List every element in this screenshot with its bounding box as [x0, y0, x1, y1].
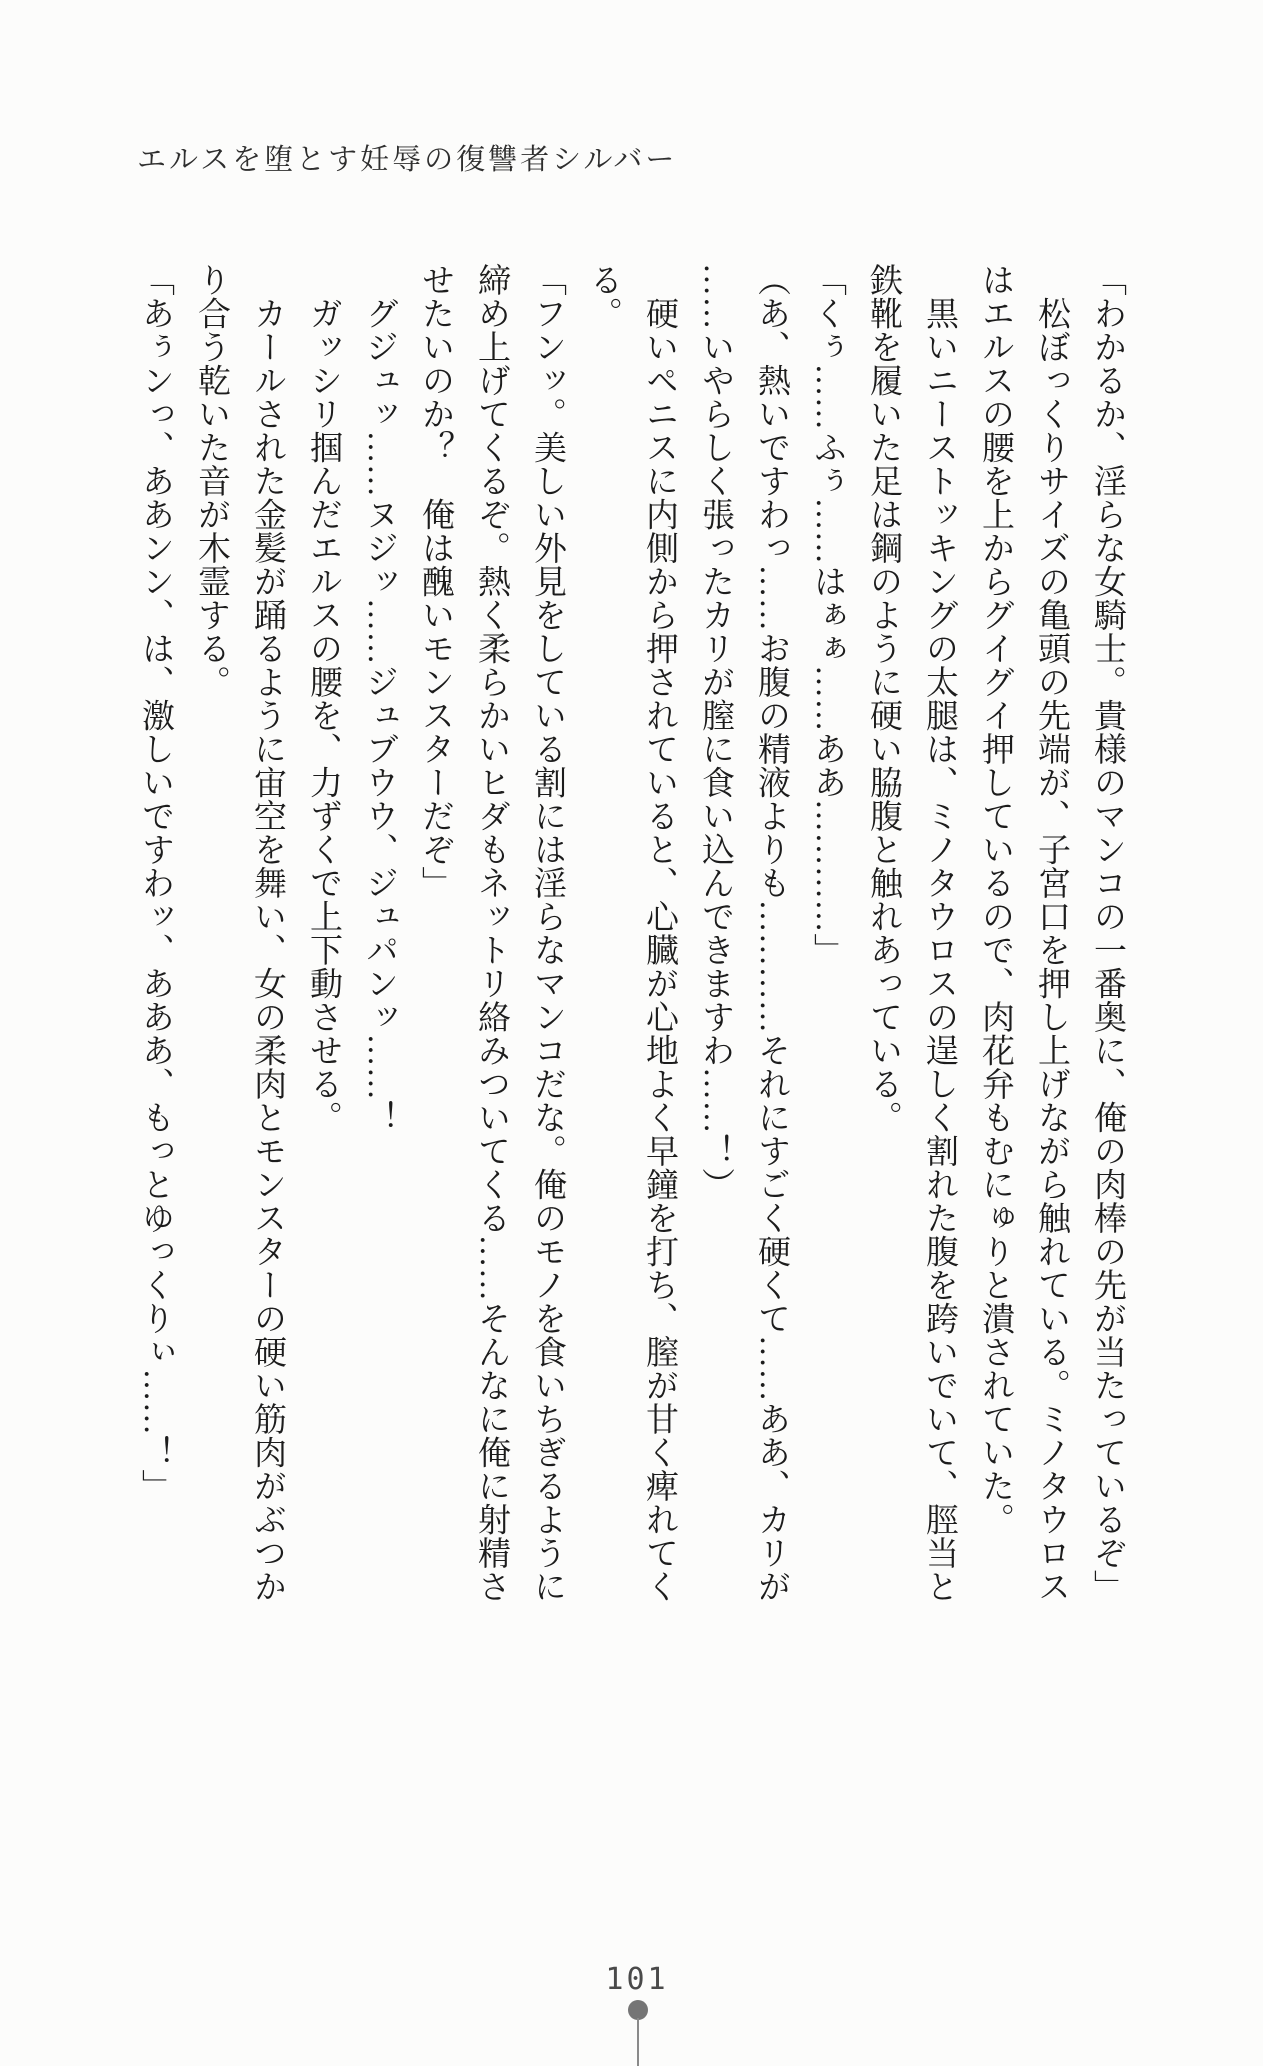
text-line: （あ、熱いですわっ……お腹の精液よりも…………それにすごく硬くて……ああ、カリが [753, 263, 789, 1603]
text-line: 硬いペニスに内側から押されていると、心臓が心地よく早鐘を打ち、膣が甘く痺れてく [641, 263, 677, 1603]
text-line: 「くぅ……ふぅ……はぁぁ……ああ…………」 [809, 263, 845, 967]
text-line: 締め上げてくるぞ。熱く柔らかいヒダもネットリ絡みついてくる……そんなに俺に射精さ [473, 263, 509, 1603]
text-line: 鉄靴を履いた足は鋼のように硬い脇腹と触れあっている。 [865, 263, 901, 1134]
text-line: せたいのか？ 俺は醜いモンスターだぞ」 [417, 263, 453, 900]
text-line: はエルスの腰を上からグイグイ押しているので、肉花弁もむにゅりと潰されていた。 [977, 263, 1013, 1536]
text-line: 黒いニーストッキングの太腿は、ミノタウロスの逞しく割れた腹を跨いでいて、脛当と [921, 263, 957, 1603]
text-line: 「わかるか、淫らな女騎士。貴様のマンコの一番奥に、俺の肉棒の先が当たっているぞ」 [1089, 263, 1125, 1603]
text-line: ……いやらしく張ったカリが膣に食い込んできますわ……！） [697, 263, 733, 1201]
text-line: ガッシリ掴んだエルスの腰を、力ずくで上下動させる。 [305, 263, 341, 1134]
running-head: エルスを堕とす妊辱の復讐者シルバー [137, 144, 678, 176]
text-line: り合う乾いた音が木霊する。 [193, 263, 229, 699]
page-ornament-circle [628, 2000, 648, 2020]
page-ornament-line [637, 2018, 639, 2066]
text-line: カールされた金髪が踊るように宙空を舞い、女の柔肉とモンスターの硬い筋肉がぶつか [249, 263, 285, 1603]
text-line: る。 [585, 263, 621, 330]
page-number: 101 [605, 1962, 669, 1997]
text-block [127, 263, 1135, 1645]
text-line: グジュッ……ヌジッ……ジュブウウ、ジュパンッ……！ [361, 263, 397, 1134]
text-line: 「フンッ。美しい外見をしている割には淫らなマンコだな。俺のモノを食いちぎるように [529, 263, 565, 1603]
text-line: 松ぼっくりサイズの亀頭の先端が、子宮口を押し上げながら触れている。ミノタウロス [1033, 263, 1069, 1603]
text-line: 「あぅンっ、ああンン、は、激しいですわッ、あああ、もっとゆっくりぃ……！」 [137, 263, 173, 1503]
